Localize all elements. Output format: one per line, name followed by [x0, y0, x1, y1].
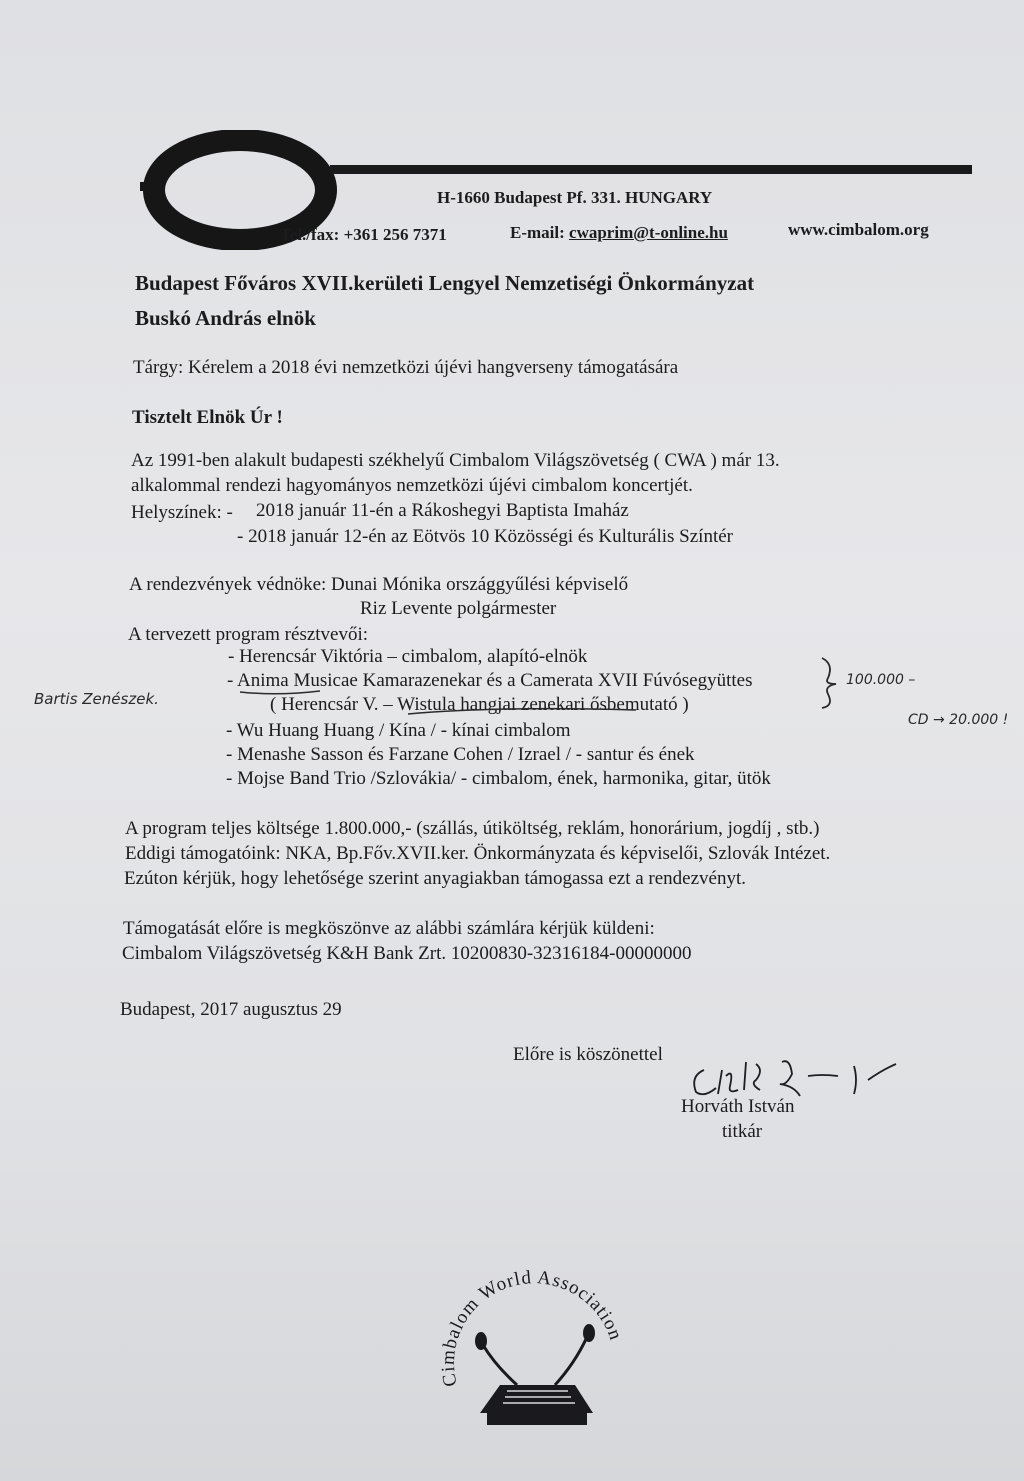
program-label: A tervezett program résztvevői: [128, 624, 369, 645]
signatory-name: Horváth István [681, 1096, 795, 1117]
participant-1: - Herencsár Viktória – cimbalom, alapító-elnök [228, 646, 588, 667]
bank-line-1: Támogatását előre is megköszönve az alábbi számlára kérjük küldeni: [123, 918, 655, 939]
letterhead-rule [330, 165, 972, 174]
cwa-stamp-icon [425, 1235, 640, 1440]
email-label: E-mail: [510, 223, 570, 242]
svg-text:Cimbalom World Association [438, 1267, 627, 1388]
venue-1: 2018 január 11-én a Rákoshegyi Baptista Imaház [256, 500, 629, 521]
recipient-person: Buskó András elnök [135, 306, 316, 330]
handwritten-left-note: Bartis Zenészek. [34, 690, 159, 708]
email-link[interactable]: cwaprim@t-online.hu [569, 223, 728, 242]
salutation: Tisztelt Elnök Úr ! [132, 407, 283, 428]
participant-3: - Wu Huang Huang / Kína / - kínai cimbalom [226, 720, 571, 741]
bank-line-2: Cimbalom Világszövetség K&H Bank Zrt. 10200830-32316184-00000000 [122, 943, 692, 964]
costs-line-1: A program teljes költsége 1.800.000,- (szállás, útiköltség, reklám, honorárium, jogdíj , stb.) [125, 818, 820, 839]
participant-2: - Anima Musicae Kamarazenekar és a Camerata XVII Fúvósegyüttes [227, 670, 753, 691]
handwritten-cd-note: CD → 20.000 ! [908, 712, 1009, 728]
intro-line-1: Az 1991-ben alakult budapesti székhelyű Cimbalom Világszövetség ( CWA ) már 13. [131, 450, 780, 471]
signatory-title: titkár [722, 1121, 763, 1142]
patrons-line: A rendezvények védnöke: Dunai Mónika országgyűlési képviselő [129, 574, 629, 595]
letterhead-phone: Tel./fax: +361 256 7371 [280, 225, 447, 244]
letterhead-email [510, 223, 728, 243]
letter-date: Budapest, 2017 augusztus 29 [120, 999, 342, 1020]
letterhead-address: H-1660 Budapest Pf. 331. HUNGARY [437, 188, 713, 207]
costs-line-3: Ezúton kérjük, hogy lehetősége szerint anyagiakban támogassa ezt a rendezvényt. [124, 868, 747, 889]
intro-line-2: alkalommal rendezi hagyományos nemzetközi újévi cimbalom koncertjét. [131, 475, 693, 496]
subject-line: Tárgy: Kérelem a 2018 évi nemzetközi újévi hangverseny támogatására [133, 357, 679, 378]
website-link[interactable]: www.cimbalom.org [788, 220, 929, 239]
handwritten-amount: 100.000 – [846, 672, 916, 688]
handwritten-brace [818, 656, 842, 710]
participant-4: - Menashe Sasson és Farzane Cohen / Izrael / - santur és ének [226, 744, 695, 765]
venue-2: - 2018 január 12-én az Eötvös 10 Közösségi és Kulturális Színtér [237, 526, 733, 547]
recipient-org: Budapest Főváros XVII.kerületi Lengyel Nemzetiségi Önkormányzat [135, 271, 755, 295]
signature-icon [682, 1040, 907, 1100]
participant-5: - Mojse Band Trio /Szlovákia/ - cimbalom, ének, harmonika, gitar, ütök [226, 768, 771, 789]
closing-thanks: Előre is köszönettel [513, 1044, 663, 1065]
costs-line-2: Eddigi támogatóink: NKA, Bp.Főv.XVII.ker. Önkormányzata és képviselői, Szlovák Intézet. [125, 843, 831, 864]
handwritten-underline [238, 688, 638, 718]
participant-2-note: ( Herencsár V. – Wistula hangjai zenekari ősbemutató ) [270, 694, 689, 715]
stamp-text: Cimbalom World Association [437, 1267, 627, 1389]
patron-2: Riz Levente polgármester [360, 598, 557, 619]
venues-label: Helyszínek: - [131, 502, 233, 523]
